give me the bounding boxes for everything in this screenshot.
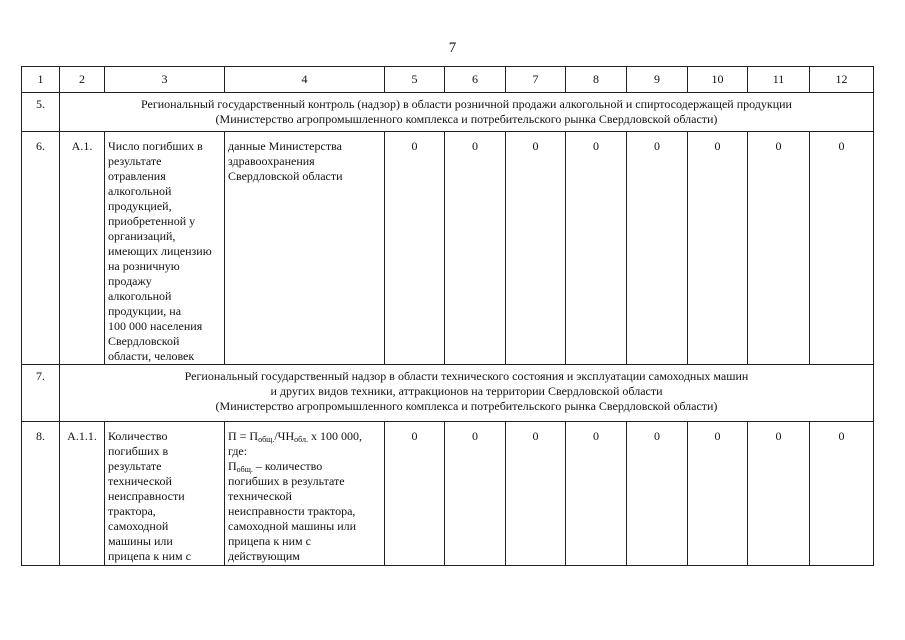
text-line: технической: [228, 489, 292, 503]
indicator-name: [105, 422, 225, 566]
text-line: Свердловской: [108, 334, 180, 348]
value-cell: 0: [748, 132, 810, 365]
header-cell: 1: [22, 67, 60, 93]
text-line: Количество: [108, 429, 168, 443]
header-row: [22, 67, 874, 93]
value-cell: 0: [566, 132, 627, 365]
header-cell: 11: [748, 67, 810, 93]
value-cell: 0: [385, 422, 445, 566]
section-number: 5.: [22, 93, 60, 132]
value-cell: 0: [385, 132, 445, 365]
text-line: отравления: [108, 169, 166, 183]
text-line: погибших в: [108, 444, 169, 458]
text-line: неисправности: [108, 489, 185, 503]
value-cell: 0: [688, 422, 748, 566]
text-line: имеющих лицензию: [108, 244, 212, 258]
text-line: продажу: [108, 274, 152, 288]
text-line: продукции, на: [108, 304, 182, 318]
header-cell: 12: [810, 67, 874, 93]
text-line: самоходной машины или: [228, 519, 357, 533]
text-line: данные Министерства: [228, 139, 342, 153]
indicator-code: А.1.: [60, 132, 105, 365]
header-cell: 5: [385, 67, 445, 93]
header-cell: 9: [627, 67, 688, 93]
value-cell: 0: [506, 132, 566, 365]
section-title-line: Региональный государственный надзор в области технического состояния и эксплуатации самоходных машин: [184, 369, 749, 383]
section-number: 7.: [22, 365, 60, 422]
text-line: прицепа к ним с: [228, 534, 311, 548]
definition-line: $П_{общ.}$ – количество: [228, 459, 323, 474]
table-row: [22, 422, 874, 566]
text-line: продукцией,: [108, 199, 172, 213]
indicators-table: [21, 66, 874, 566]
value-cell: 0: [810, 132, 874, 365]
text-line: области, человек: [108, 349, 195, 363]
text-line: организаций,: [108, 229, 176, 243]
header-cell: 4: [225, 67, 385, 93]
text-line: Число погибших в: [108, 139, 203, 153]
header-cell: 6: [445, 67, 506, 93]
text-line: результате: [108, 459, 162, 473]
formula-line: $П = П_{общ.}/ЧН_{обл.}$ х 100 000,: [228, 429, 363, 444]
section-title-line: (Министерство агропромышленного комплекса и потребительского рынка Свердловской области): [215, 112, 718, 126]
section-title-line: и других видов техники, аттракционов на территории Свердловской области: [270, 384, 663, 398]
section-title-line: Региональный государственный контроль (надзор) в области розничной продажи алкогольной и спиртосодержащей продукции: [141, 97, 792, 111]
header-cell: 8: [566, 67, 627, 93]
page-number: 7: [448, 40, 457, 56]
text-line: на розничную: [108, 259, 180, 273]
text-line: Свердловской области: [228, 169, 343, 183]
text-line: действующим: [228, 549, 300, 563]
text-line: неисправности трактора,: [228, 504, 356, 518]
value-cell: 0: [445, 422, 506, 566]
indicator-code: А.1.1.: [60, 422, 105, 566]
header-cell: 7: [506, 67, 566, 93]
text-line: прицепа к ним с: [108, 549, 191, 563]
value-cell: 0: [688, 132, 748, 365]
value-cell: 0: [627, 422, 688, 566]
data-source: [225, 132, 385, 365]
header-cell: 3: [105, 67, 225, 93]
text-line: машины или: [108, 534, 173, 548]
text-line: технической: [108, 474, 172, 488]
section-row: [22, 365, 874, 422]
value-cell: 0: [810, 422, 874, 566]
table-row: [22, 132, 874, 365]
calculation-formula: [225, 422, 385, 566]
value-cell: 0: [506, 422, 566, 566]
text-line: приобретенной у: [108, 214, 196, 228]
value-cell: 0: [748, 422, 810, 566]
value-cell: 0: [566, 422, 627, 566]
text-line: 100 000 населения: [108, 319, 203, 333]
text-line: где:: [228, 444, 248, 458]
text-line: погибших в результате: [228, 474, 345, 488]
value-cell: 0: [627, 132, 688, 365]
section-title-line: (Министерство агропромышленного комплекса и потребительского рынка Свердловской области): [215, 399, 718, 413]
text-line: алкогольной: [108, 184, 172, 198]
text-line: трактора,: [108, 504, 156, 518]
row-number: 8.: [22, 422, 60, 566]
text-line: здравоохранения: [228, 154, 315, 168]
row-number: 6.: [22, 132, 60, 365]
indicator-name: [105, 132, 225, 365]
section-row: [22, 93, 874, 132]
header-cell: 2: [60, 67, 105, 93]
section-title: [60, 365, 874, 422]
value-cell: 0: [445, 132, 506, 365]
section-title: [60, 93, 874, 132]
text-line: алкогольной: [108, 289, 172, 303]
text-line: самоходной: [108, 519, 169, 533]
text-line: результате: [108, 154, 162, 168]
header-cell: 10: [688, 67, 748, 93]
